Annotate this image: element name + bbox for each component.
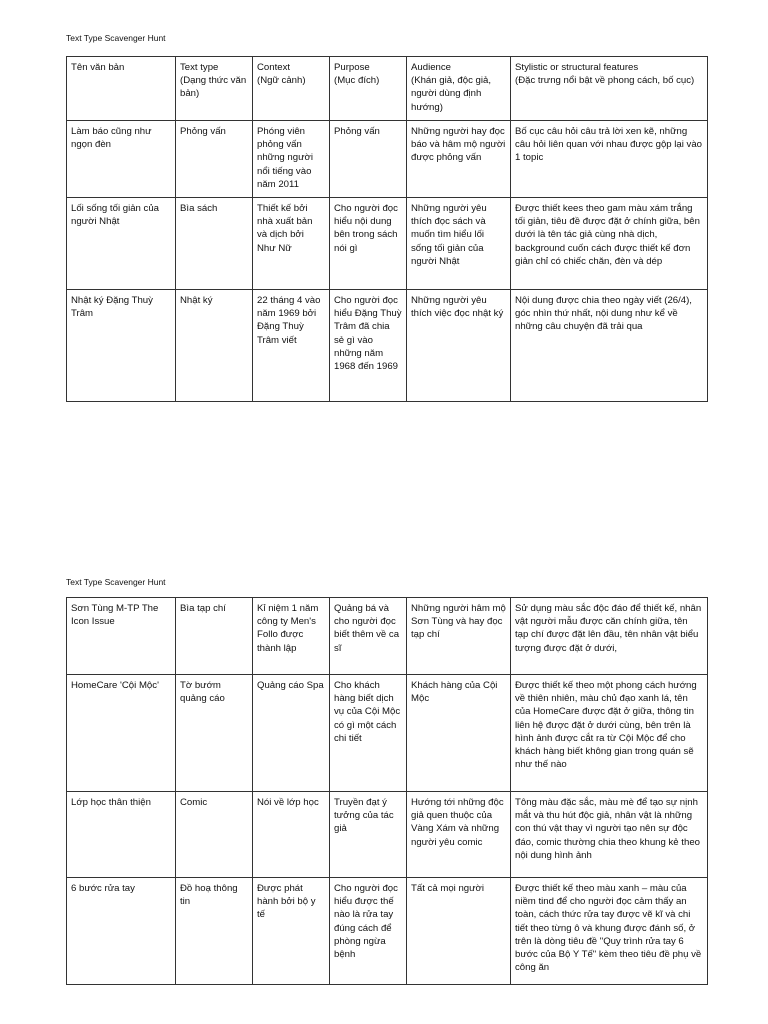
table-row bbox=[67, 675, 708, 792]
table-header-row bbox=[67, 57, 708, 121]
table-cell: Sơn Tùng M-TP The Icon Issue bbox=[67, 598, 176, 675]
table-cell: Cho người đọc hiểu được thế nào là rửa tay đúng cách để phòng ngừa bệnh bbox=[330, 878, 407, 985]
table-row bbox=[67, 290, 708, 402]
table-cell: Hướng tới những độc giả quen thuộc của Vàng Xám và những người yêu comic bbox=[407, 792, 511, 878]
table-cell: Cho khách hàng biết dịch vụ của Cội Mộc có gì một cách chi tiết bbox=[330, 675, 407, 792]
header-cell-audience: Audience (Khán giả, độc giả, người dùng định hướng) bbox=[407, 57, 511, 121]
table-cell: Thiết kế bởi nhà xuất bản và dịch bởi Như Nữ bbox=[253, 198, 330, 290]
table-cell: 6 bước rửa tay bbox=[67, 878, 176, 985]
table-cell: Nói về lớp học bbox=[253, 792, 330, 878]
table-cell: Bố cục câu hỏi câu trả lời xen kẽ, những câu hỏi liên quan với nhau được gộp lại vào 1 topic bbox=[511, 121, 708, 198]
table-cell: Lớp học thân thiện bbox=[67, 792, 176, 878]
table-cell: Nhật ký Đặng Thuỳ Trâm bbox=[67, 290, 176, 402]
table-row bbox=[67, 792, 708, 878]
header-cell-text-type: Text type (Dạng thức văn bản) bbox=[176, 57, 253, 121]
table-row bbox=[67, 198, 708, 290]
text-type-table-1 bbox=[66, 56, 708, 402]
table-cell: Phỏng vấn bbox=[330, 121, 407, 198]
table-cell: Những người yêu thích việc đọc nhật ký bbox=[407, 290, 511, 402]
table-row bbox=[67, 878, 708, 985]
table-cell: Quảng cáo Spa bbox=[253, 675, 330, 792]
table-cell: Những người hâm mộ Sơn Tùng và hay đọc tạp chí bbox=[407, 598, 511, 675]
header-cell-context: Context (Ngữ cảnh) bbox=[253, 57, 330, 121]
table-cell: Cho người đọc hiểu nội dung bên trong sách nói gì bbox=[330, 198, 407, 290]
table-cell: Được thiết kees theo gam màu xám trắng tối giản, tiêu đề được đặt ở chính giữa, bên dưới là tên tác giả cùng nhà dịch, background cuốn cách được thiết kế đơn giản chỉ có chiếc chăn, đèn và dép bbox=[511, 198, 708, 290]
table-cell: Quảng bá và cho người đọc biết thêm về ca sĩ bbox=[330, 598, 407, 675]
table-cell: Tông màu đặc sắc, màu mè để tạo sự nịnh mắt và thu hút độc giả, nhân vật là những con thú vật thay vì người tạo nên sự độc đáo, comic thường chia theo khung kẻ theo nội dung hình ảnh bbox=[511, 792, 708, 878]
header-cell-title: Tên văn bản bbox=[67, 57, 176, 121]
table-row bbox=[67, 121, 708, 198]
table-cell: Kỉ niệm 1 năm công ty Men's Follo được thành lập bbox=[253, 598, 330, 675]
table-cell: Được thiết kế theo một phong cách hướng về thiên nhiên, màu chủ đạo xanh lá, tên của HomeCare được đặt ở giữa, thông tin liên hệ được đặt ở dưới cùng, bên trên là hình ảnh được cắt ra từ Cội Mộc để cho khách hàng biết không gian trong quán sẽ như thế nào bbox=[511, 675, 708, 792]
table-cell: Làm báo cũng như ngọn đèn bbox=[67, 121, 176, 198]
table-cell: Khách hàng của Cội Mộc bbox=[407, 675, 511, 792]
table-cell: Phóng viên phỏng vấn những người nổi tiếng vào năm 2011 bbox=[253, 121, 330, 198]
table-cell: Bìa tạp chí bbox=[176, 598, 253, 675]
table-row bbox=[67, 598, 708, 675]
table-cell: Nội dung được chia theo ngày viết (26/4), góc nhìn thứ nhất, nội dung như kể về những câu chuyện đã trải qua bbox=[511, 290, 708, 402]
header-cell-features: Stylistic or structural features (Đặc trưng nổi bật về phong cách, bố cục) bbox=[511, 57, 708, 121]
table-cell: HomeCare 'Cội Mộc' bbox=[67, 675, 176, 792]
table-cell: Comic bbox=[176, 792, 253, 878]
table-cell: Cho người đọc hiểu Đặng Thuỳ Trâm đã chia sẻ gì vào những năm 1968 đến 1969 bbox=[330, 290, 407, 402]
table-cell: Phỏng vấn bbox=[176, 121, 253, 198]
table-cell: Bìa sách bbox=[176, 198, 253, 290]
table-cell: Tờ bướm quảng cáo bbox=[176, 675, 253, 792]
header-cell-purpose: Purpose (Mục đích) bbox=[330, 57, 407, 121]
table-cell: Những người hay đọc báo và hâm mộ người được phỏng vấn bbox=[407, 121, 511, 198]
table-cell: Đồ hoạ thông tin bbox=[176, 878, 253, 985]
page-heading: Text Type Scavenger Hunt bbox=[66, 577, 166, 587]
table-cell: Sử dụng màu sắc độc đáo để thiết kế, nhân vật người mẫu được căn chính giữa, tên tạp chí được đặt lên đầu, tên nhân vật biểu tượng được đặt ở dưới, bbox=[511, 598, 708, 675]
table-cell: Tất cả mọi người bbox=[407, 878, 511, 985]
table-cell: Truyền đạt ý tưởng của tác giả bbox=[330, 792, 407, 878]
table-cell: Những người yêu thích đọc sách và muốn tìm hiểu lối sống tối giản của người Nhật bbox=[407, 198, 511, 290]
text-type-table-2 bbox=[66, 597, 708, 985]
table-cell: Được thiết kế theo màu xanh – màu của niềm tind để cho người đọc cảm thấy an toàn, cách thức rửa tay được vẽ kĩ và chi tiết theo từng ô và khung được đánh số, ở trên là dòng tiêu đề "Quy trình rửa tay 6 bước của Bộ Y Tế" kèm theo tiêu đề phụ về công ăn bbox=[511, 878, 708, 985]
table-cell: 22 tháng 4 vào năm 1969 bởi Đặng Thuỳ Trâm viết bbox=[253, 290, 330, 402]
table-cell: Nhật ký bbox=[176, 290, 253, 402]
table-cell: Lối sống tối giản của người Nhật bbox=[67, 198, 176, 290]
page-heading: Text Type Scavenger Hunt bbox=[66, 33, 166, 43]
table-cell: Được phát hành bởi bộ y tế bbox=[253, 878, 330, 985]
